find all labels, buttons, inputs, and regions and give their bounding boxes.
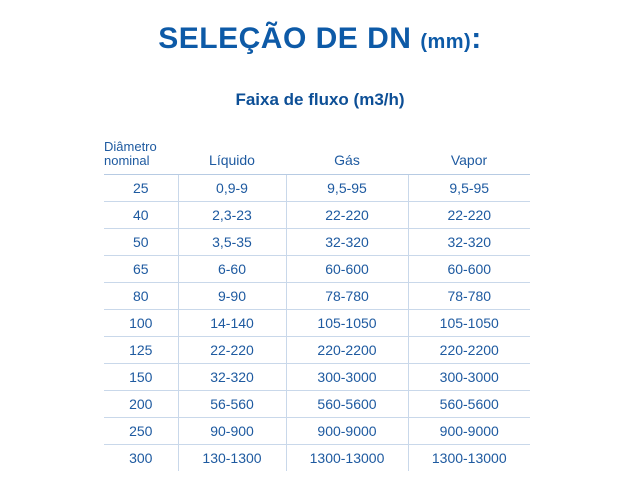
table-subtitle: Faixa de fluxo (m3/h) — [235, 90, 405, 109]
cell-liquid-range: 6-60 — [178, 256, 286, 283]
cell-liquid-range: 22-220 — [178, 337, 286, 364]
cell-liquid-range: 3,5-35 — [178, 229, 286, 256]
title-colon: : — [471, 22, 482, 55]
cell-steam-range: 22-220 — [408, 202, 530, 229]
header-dn-line1: Diâmetro — [104, 139, 157, 154]
cell-gas-range: 32-320 — [286, 229, 408, 256]
header-dn-line2: nominal — [104, 153, 150, 168]
cell-gas-range: 105-1050 — [286, 310, 408, 337]
cell-nominal-diameter: 300 — [104, 445, 178, 472]
cell-liquid-range: 0,9-9 — [178, 175, 286, 202]
cell-steam-range: 560-5600 — [408, 391, 530, 418]
table-row — [104, 310, 530, 337]
cell-gas-range: 78-780 — [286, 283, 408, 310]
cell-liquid-range: 130-1300 — [178, 445, 286, 472]
table-row — [104, 337, 530, 364]
header-steam: Vapor — [450, 152, 488, 168]
cell-liquid-range: 56-560 — [178, 391, 286, 418]
table-body — [104, 175, 530, 472]
cell-nominal-diameter: 150 — [104, 364, 178, 391]
cell-liquid-range: 2,3-23 — [178, 202, 286, 229]
table-row — [104, 391, 530, 418]
table-row — [104, 256, 530, 283]
table-row — [104, 175, 530, 202]
cell-gas-range: 22-220 — [286, 202, 408, 229]
title-main: SELEÇÃO DE DN — [158, 22, 412, 55]
cell-gas-range: 300-3000 — [286, 364, 408, 391]
cell-steam-range: 78-780 — [408, 283, 530, 310]
table-row — [104, 445, 530, 472]
cell-nominal-diameter: 80 — [104, 283, 178, 310]
cell-nominal-diameter: 40 — [104, 202, 178, 229]
title-unit: (mm) — [420, 31, 472, 53]
cell-liquid-range: 14-140 — [178, 310, 286, 337]
cell-gas-range: 1300-13000 — [286, 445, 408, 472]
cell-steam-range: 900-9000 — [408, 418, 530, 445]
cell-liquid-range: 32-320 — [178, 364, 286, 391]
cell-steam-range: 105-1050 — [408, 310, 530, 337]
table-row — [104, 364, 530, 391]
cell-nominal-diameter: 100 — [104, 310, 178, 337]
cell-gas-range: 560-5600 — [286, 391, 408, 418]
cell-steam-range: 1300-13000 — [408, 445, 530, 472]
table-row — [104, 202, 530, 229]
cell-steam-range: 60-600 — [408, 256, 530, 283]
cell-steam-range: 9,5-95 — [408, 175, 530, 202]
cell-liquid-range: 9-90 — [178, 283, 286, 310]
cell-steam-range: 32-320 — [408, 229, 530, 256]
cell-gas-range: 9,5-95 — [286, 175, 408, 202]
cell-nominal-diameter: 200 — [104, 391, 178, 418]
table-header-row — [104, 124, 530, 175]
cell-nominal-diameter: 25 — [104, 175, 178, 202]
page-title — [0, 22, 640, 56]
cell-nominal-diameter: 125 — [104, 337, 178, 364]
flow-range-table — [104, 124, 530, 471]
header-liquid: Líquido — [209, 152, 255, 168]
cell-liquid-range: 90-900 — [178, 418, 286, 445]
table-row — [104, 283, 530, 310]
cell-steam-range: 220-2200 — [408, 337, 530, 364]
cell-gas-range: 900-9000 — [286, 418, 408, 445]
header-nominal-diameter — [104, 124, 178, 175]
cell-nominal-diameter: 250 — [104, 418, 178, 445]
table-row — [104, 418, 530, 445]
cell-steam-range: 300-3000 — [408, 364, 530, 391]
cell-nominal-diameter: 50 — [104, 229, 178, 256]
cell-gas-range: 220-2200 — [286, 337, 408, 364]
cell-nominal-diameter: 65 — [104, 256, 178, 283]
header-gas: Gás — [334, 152, 360, 168]
cell-gas-range: 60-600 — [286, 256, 408, 283]
table-row — [104, 229, 530, 256]
